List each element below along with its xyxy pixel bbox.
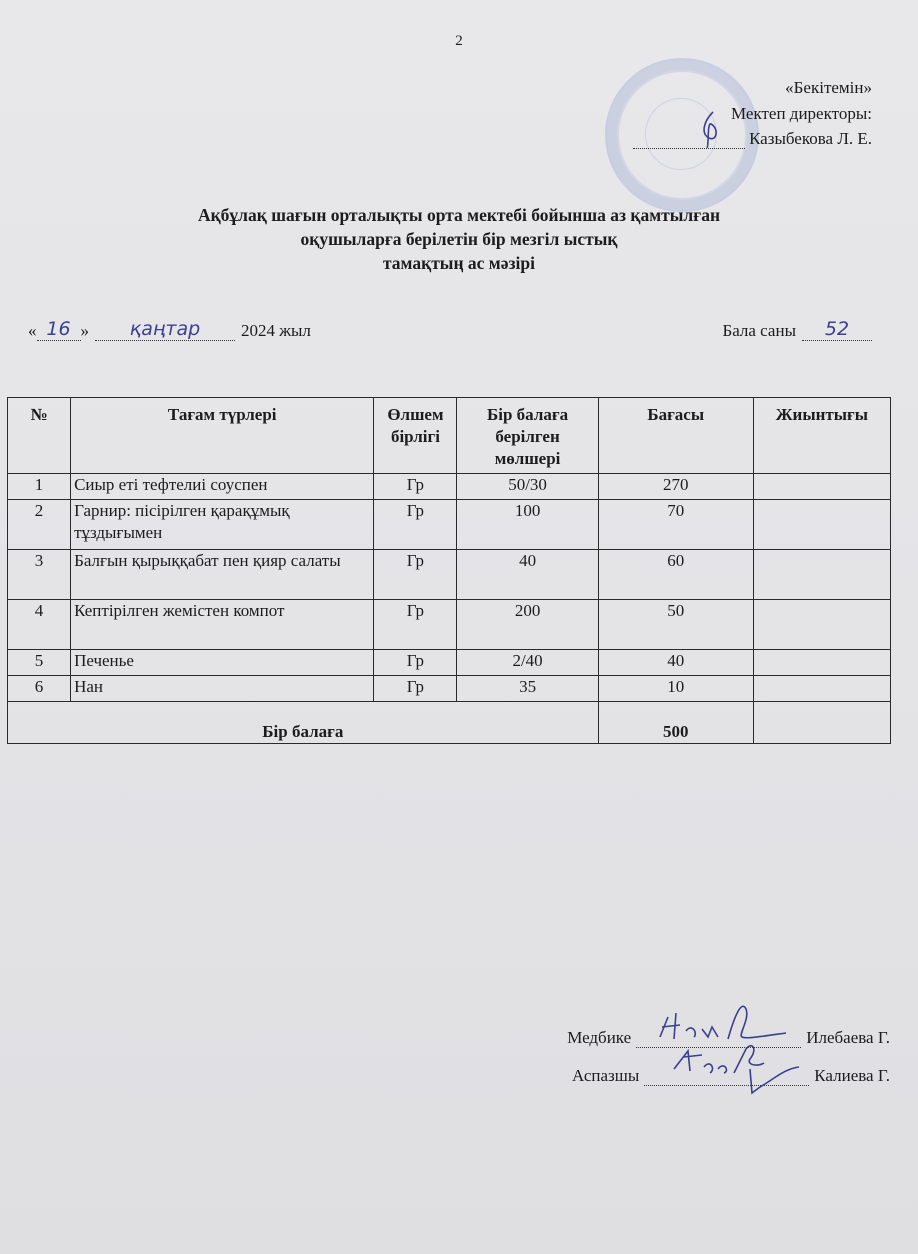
header-amount: Бір балаға берілген мөлшері <box>457 398 598 474</box>
row-amount: 100 <box>457 500 598 550</box>
row-dish: Нан <box>71 676 374 702</box>
header-total: Жиынтығы <box>753 398 890 474</box>
row-unit: Гр <box>374 500 457 550</box>
row-total <box>753 550 890 600</box>
children-count-label: Бала саны <box>722 321 796 340</box>
cook-signature-row <box>572 1066 890 1086</box>
date-field <box>28 318 311 341</box>
row-price: 270 <box>598 474 753 500</box>
nurse-name: Илебаева Г. <box>806 1028 890 1047</box>
row-dish: Сиыр еті тефтелиі соуспен <box>71 474 374 500</box>
row-total <box>753 600 890 650</box>
total-label: Бір балаға <box>8 702 599 744</box>
row-amount: 50/30 <box>457 474 598 500</box>
table-row <box>8 550 891 600</box>
document-title <box>0 203 918 275</box>
row-num: 1 <box>8 474 71 500</box>
approval-role: Мектеп директоры: <box>731 104 872 123</box>
row-amount: 2/40 <box>457 650 598 676</box>
header-dish-types: Тағам түрлері <box>71 398 374 474</box>
title-line-2: оқушыларға берілетін бір мезгіл ыстық <box>300 229 618 249</box>
table-row <box>8 600 891 650</box>
date-month: қаңтар <box>95 318 235 341</box>
total-sum-cell <box>753 702 890 744</box>
row-dish: Печенье <box>71 650 374 676</box>
header-price: Бағасы <box>598 398 753 474</box>
row-amount: 200 <box>457 600 598 650</box>
row-dish: Балғын қырыққабат пен қияр салаты <box>71 550 374 600</box>
row-dish: Кептірілген жемістен компот <box>71 600 374 650</box>
date-close-quote: » <box>80 321 89 340</box>
date-year: 2024 жыл <box>241 321 311 340</box>
row-num: 5 <box>8 650 71 676</box>
header-num: № <box>8 398 71 474</box>
date-open-quote: « <box>28 321 37 340</box>
nurse-role: Медбике <box>567 1028 632 1047</box>
page-number: 2 <box>455 33 463 49</box>
row-amount: 35 <box>457 676 598 702</box>
title-line-3: тамақтың ас мәзірі <box>383 253 535 273</box>
row-unit: Гр <box>374 650 457 676</box>
row-total <box>753 676 890 702</box>
row-unit: Гр <box>374 474 457 500</box>
row-dish: Гарнир: пісірілген қарақұмық тұздығымен <box>71 500 374 550</box>
children-count-value: 52 <box>802 318 872 341</box>
row-unit: Гр <box>374 600 457 650</box>
row-num: 6 <box>8 676 71 702</box>
table-total-row <box>8 702 891 744</box>
approval-title: «Бекітемін» <box>785 78 872 97</box>
header-unit: Өлшем бірлігі <box>374 398 457 474</box>
row-amount: 40 <box>457 550 598 600</box>
cook-signature <box>654 1039 804 1099</box>
cook-signature-line <box>644 1069 809 1086</box>
row-total <box>753 500 890 550</box>
approval-signature-row <box>633 129 872 149</box>
row-total <box>753 474 890 500</box>
table-row <box>8 500 891 550</box>
table-row <box>8 650 891 676</box>
director-name: Казыбекова Л. Е. <box>749 129 872 148</box>
row-price: 10 <box>598 676 753 702</box>
total-value: 500 <box>598 702 753 744</box>
row-unit: Гр <box>374 550 457 600</box>
row-num: 2 <box>8 500 71 550</box>
table-row <box>8 676 891 702</box>
row-num: 3 <box>8 550 71 600</box>
director-signature <box>683 108 743 148</box>
director-signature-line <box>633 134 745 149</box>
row-price: 40 <box>598 650 753 676</box>
row-total <box>753 650 890 676</box>
row-price: 60 <box>598 550 753 600</box>
row-price: 50 <box>598 600 753 650</box>
table-header-row <box>8 398 891 474</box>
table-row <box>8 474 891 500</box>
children-count-field <box>722 318 872 341</box>
row-price: 70 <box>598 500 753 550</box>
cook-name: Калиева Г. <box>814 1066 890 1085</box>
date-day: 16 <box>37 318 81 341</box>
row-unit: Гр <box>374 676 457 702</box>
menu-table <box>7 397 891 744</box>
title-line-1: Ақбұлақ шағын орталықты орта мектебі бойынша аз қамтылған <box>197 205 721 225</box>
row-num: 4 <box>8 600 71 650</box>
cook-role: Аспазшы <box>572 1066 640 1085</box>
